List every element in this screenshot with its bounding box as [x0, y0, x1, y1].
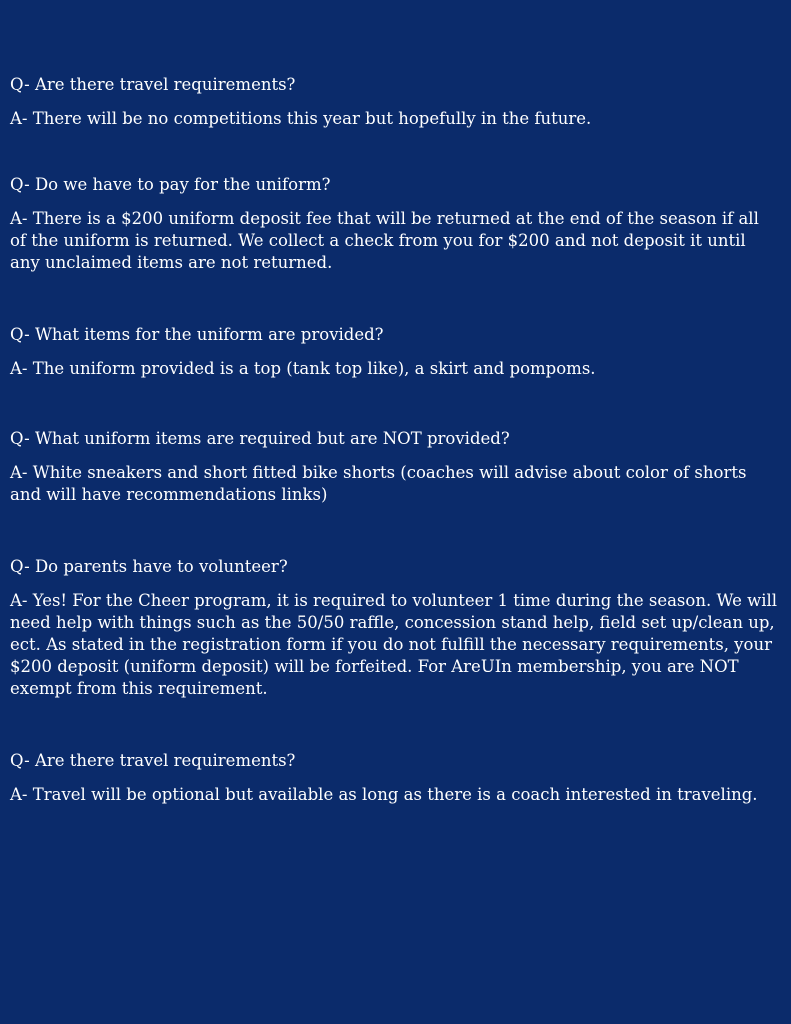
faq-question: Q- What uniform items are required but are NOT provided? — [10, 429, 510, 448]
faq-question: Q- Are there travel requirements? — [10, 751, 296, 770]
faq-answer: A- Yes! For the Cheer program, it is required to volunteer 1 time during the season. We will need help with things such as the 50/50 raffle, concession stand help, field set up/clean up, ect. As stated in the registration form if you do not fulfill the necessary requirements, your $200 deposit (uniform deposit) will be forfeited. For AreUIn membership, you are NOT exempt from this requirement. — [10, 591, 778, 698]
faq-item-uniform-not-provided — [10, 428, 780, 506]
faq-list — [10, 74, 780, 806]
faq-item-uniform-payment — [10, 174, 780, 274]
faq-item-uniform-provided — [10, 324, 780, 380]
faq-answer: A- There will be no competitions this year but hopefully in the future. — [10, 109, 592, 128]
faq-item-travel — [10, 74, 780, 130]
faq-item-volunteer — [10, 556, 780, 700]
faq-question: Q- What items for the uniform are provided? — [10, 325, 384, 344]
faq-answer: A- The uniform provided is a top (tank top like), a skirt and pompoms. — [10, 359, 596, 378]
faq-question: Q- Are there travel requirements? — [10, 75, 296, 94]
faq-question: Q- Do we have to pay for the uniform? — [10, 175, 331, 194]
faq-item-travel-optional — [10, 750, 780, 806]
faq-answer: A- There is a $200 uniform deposit fee that will be returned at the end of the season if all of the uniform is returned. We collect a check from you for $200 and not deposit it until any unclaimed items are not returned. — [10, 209, 759, 272]
faq-answer: A- Travel will be optional but available as long as there is a coach interested in traveling. — [10, 785, 758, 804]
faq-question: Q- Do parents have to volunteer? — [10, 557, 288, 576]
faq-answer: A- White sneakers and short fitted bike shorts (coaches will advise about color of shorts and will have recommendations links) — [10, 463, 747, 504]
